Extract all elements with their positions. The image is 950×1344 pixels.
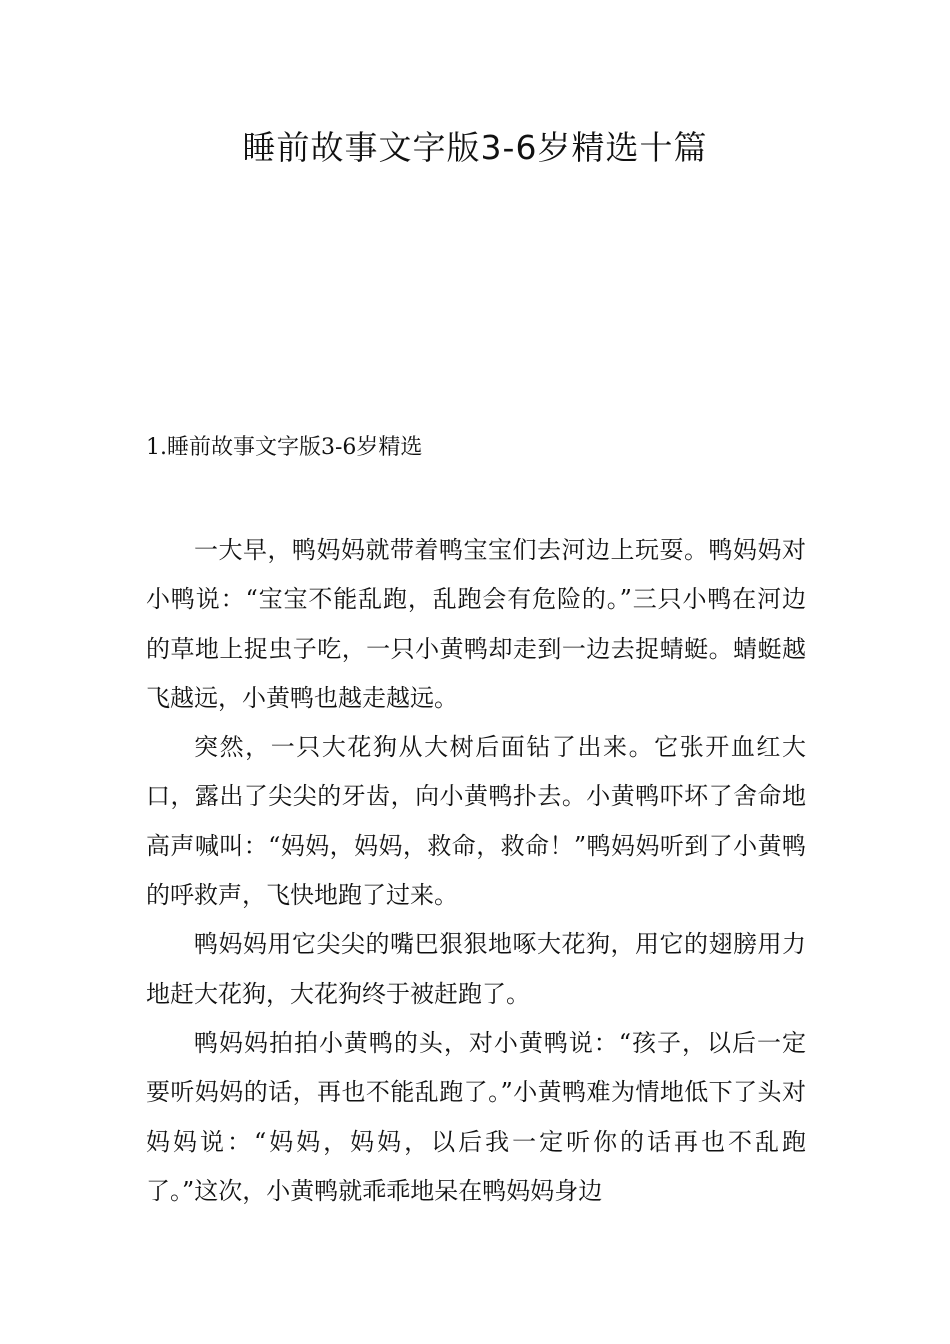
story-paragraph-2: 突然，一只大花狗从大树后面钻了出来。它张开血红大口，露出了尖尖的牙齿，向小黄鸭扑去。小黄鸭吓坏了舍命地高声喊叫：“妈妈，妈妈，救命，救命！”鸭妈妈听到了小黄鸭的呼救声，飞快地跑了过来。 — [146, 733, 806, 910]
story-paragraph-3: 鸭妈妈用它尖尖的嘴巴狠狠地啄大花狗，用它的翅膀用力地赶大花狗，大花狗终于被赶跑了。 — [146, 930, 806, 1008]
document-title: 睡前故事文字版3-6岁精选十篇 — [242, 128, 708, 167]
story-paragraph-1: 一大早，鸭妈妈就带着鸭宝宝们去河边上玩耍。鸭妈妈对小鸭说：“宝宝不能乱跑，乱跑会有危险的。”三只小鸭在河边的草地上捉虫子吃，一只小黄鸭却走到一边去捉蜻蜓。蜻蜓越飞越远，小黄鸭也越走越远。 — [146, 536, 806, 712]
section-heading: 1.睡前故事文字版3-6岁精选 — [146, 435, 423, 460]
story-paragraph-4: 鸭妈妈拍拍小黄鸭的头，对小黄鸭说：“孩子，以后一定要听妈妈的话，再也不能乱跑了。”小黄鸭难为情地低下了头对妈妈说：“妈妈，妈妈，以后我一定听你的话再也不乱跑了。”这次，小黄鸭就乖乖地呆在鸭妈妈身边 — [146, 1028, 806, 1205]
story-body — [146, 526, 806, 1216]
